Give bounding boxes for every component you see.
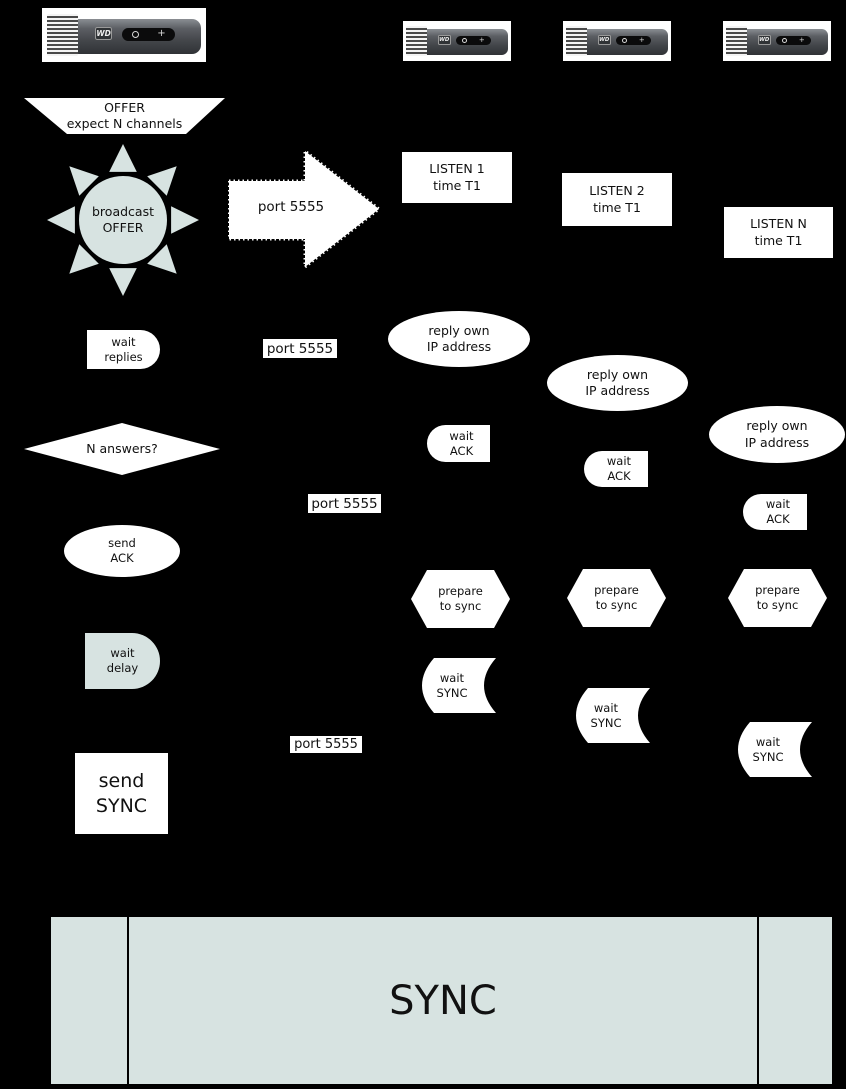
broadcast-offer-sun: [45, 142, 201, 298]
listenN-line1: LISTEN N: [750, 216, 807, 232]
listenN-line2: time T1: [754, 232, 803, 248]
client2-wait-ack-line2: ACK: [607, 469, 631, 483]
device-photo: [726, 24, 828, 57]
client2-device-image: [563, 21, 671, 61]
clientN-wait-sync-line1: wait: [755, 734, 781, 749]
device-control-pill: [776, 36, 811, 45]
send-sync-line1: send: [98, 769, 145, 792]
client1-reply-ip-shape: [388, 311, 530, 367]
power-icon: [462, 38, 468, 44]
port-label-ack: [308, 494, 381, 513]
nav-plus-icon: +: [798, 36, 805, 45]
wd-logo: WD: [95, 27, 113, 40]
sync-timeline-bar: [49, 915, 834, 1086]
device-vent-grille: [406, 26, 426, 57]
wait-replies-shape: [87, 330, 160, 369]
wd-logo: WD: [759, 36, 770, 43]
client1-wait-sync-shape: [412, 657, 497, 714]
client2-wait-sync-line2: SYNC: [590, 715, 622, 730]
nav-plus-icon: +: [157, 28, 166, 40]
port-label-sync: [290, 736, 362, 753]
power-icon: [622, 38, 628, 44]
client1-prepare-line1: prepare: [438, 584, 483, 599]
send-ack-line1: send: [108, 536, 136, 551]
client1-wait-ack-line1: wait: [449, 428, 474, 443]
client1-wait-ack-shape: [427, 425, 490, 462]
client1-device-image: [403, 21, 511, 61]
client1-wait-sync-line1: wait: [439, 670, 465, 685]
listen1-box: [402, 152, 512, 203]
client2-reply-ip-shape: [547, 355, 688, 411]
clientN-prepare-sync-shape: [727, 568, 828, 628]
clientN-prepare-line2: to sync: [756, 598, 799, 612]
send-sync-line2: SYNC: [95, 794, 148, 817]
client1-reply-line2: IP address: [426, 339, 492, 354]
clientN-reply-line1: reply own: [746, 418, 808, 434]
listen2-line1: LISTEN 2: [589, 183, 645, 199]
clientN-wait-sync-line2: SYNC: [752, 749, 784, 764]
sync-bar-divider-right: [757, 917, 759, 1084]
device-control-pill: [456, 36, 491, 45]
client2-reply-line1: reply own: [586, 366, 649, 382]
n-answers-text: N answers?: [86, 440, 158, 456]
nav-plus-icon: +: [478, 36, 485, 45]
device-vent-grille: [566, 26, 586, 57]
clientN-wait-ack-line2: ACK: [766, 512, 790, 526]
client2-prepare-line1: prepare: [594, 583, 639, 598]
device-vent-grille: [47, 14, 78, 56]
listenN-box: [724, 207, 833, 258]
send-ack-line2: ACK: [110, 551, 134, 565]
offer-banner-line1: OFFER: [104, 99, 145, 115]
nav-plus-icon: +: [638, 36, 645, 45]
device-control-pill: [616, 36, 651, 45]
client1-prepare-sync-shape: [410, 569, 511, 629]
clientN-device-image: [723, 21, 831, 61]
broadcast-line1: broadcast: [92, 203, 154, 219]
listen1-line1: LISTEN 1: [429, 161, 485, 177]
client1-wait-sync-line2: SYNC: [436, 685, 468, 700]
wait-replies-line2: replies: [104, 349, 143, 364]
client2-wait-ack-shape: [584, 451, 648, 487]
wait-delay-line1: wait: [110, 646, 135, 661]
device-vent-grille: [726, 26, 746, 57]
client2-wait-sync-shape: [566, 687, 651, 744]
clientN-prepare-line1: prepare: [755, 583, 800, 598]
device-photo: [566, 24, 668, 57]
power-icon: [132, 31, 139, 38]
wait-delay-line2: delay: [106, 661, 139, 675]
clientN-wait-ack-line1: wait: [765, 497, 791, 512]
arrow-port-label: port 5555: [257, 199, 325, 216]
client2-reply-line2: IP address: [585, 383, 650, 398]
port-label-reply-text: port 5555: [266, 340, 334, 357]
wd-logo: WD: [439, 36, 450, 43]
listen1-line2: time T1: [433, 177, 481, 193]
wait-replies-line1: wait: [111, 334, 136, 349]
clientN-wait-ack-shape: [743, 494, 807, 530]
device-photo: [406, 24, 508, 57]
wait-delay-shape: [85, 633, 160, 689]
offer-banner-shape: [23, 97, 226, 135]
sync-bar-divider-left: [127, 917, 129, 1084]
listen2-box: [562, 173, 672, 226]
send-sync-shape: [75, 753, 168, 834]
clientN-reply-line2: IP address: [744, 434, 810, 450]
client2-wait-ack-line1: wait: [606, 454, 632, 469]
client1-reply-line1: reply own: [428, 322, 490, 338]
sync-bar-label: SYNC: [389, 977, 497, 1024]
n-answers-decision: [23, 422, 221, 476]
device-control-pill: [122, 28, 174, 40]
client2-wait-sync-line1: wait: [593, 700, 619, 715]
port-label-ack-text: port 5555: [311, 495, 378, 512]
port-label-reply: [263, 339, 337, 358]
client1-wait-ack-line2: ACK: [449, 443, 474, 458]
client2-prepare-sync-shape: [566, 568, 667, 628]
coordinator-device-image: [42, 8, 206, 62]
listen2-line2: time T1: [593, 199, 641, 215]
clientN-reply-ip-shape: [709, 406, 845, 463]
client1-prepare-line2: to sync: [439, 599, 482, 613]
client2-prepare-line2: to sync: [595, 598, 638, 612]
power-icon: [782, 38, 788, 44]
broadcast-line2: OFFER: [102, 220, 144, 235]
device-photo: [47, 12, 201, 56]
offer-banner-line2: expect N channels: [66, 116, 183, 131]
clientN-wait-sync-shape: [728, 721, 813, 778]
port-broadcast-arrow: [228, 148, 382, 270]
port-label-sync-text: port 5555: [294, 737, 358, 752]
wd-logo: WD: [599, 36, 610, 43]
send-ack-shape: [64, 525, 180, 577]
